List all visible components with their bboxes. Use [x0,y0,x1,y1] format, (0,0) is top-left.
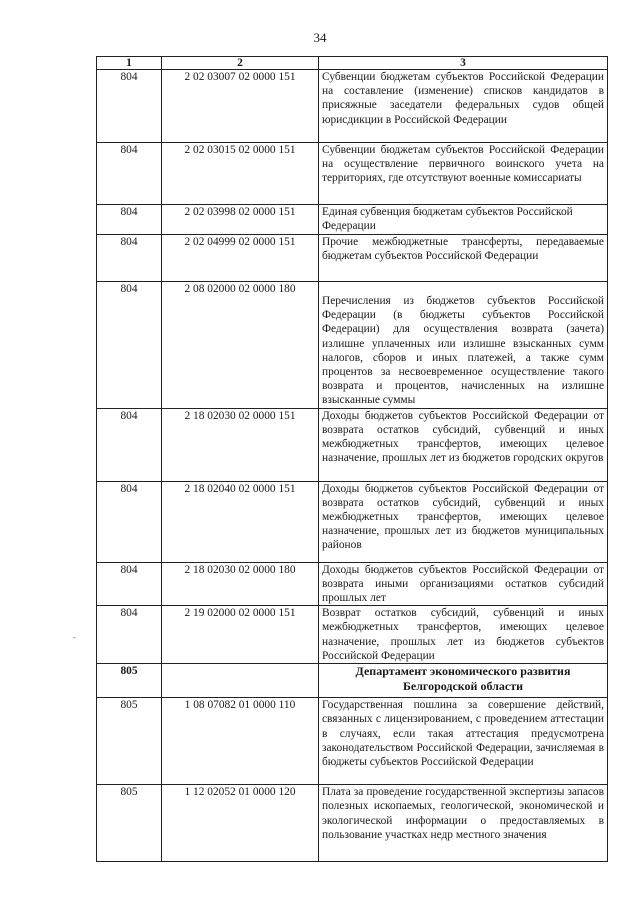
table-row [97,408,608,481]
admin-code: 805 [97,785,162,862]
admin-code: 805 [97,664,162,698]
revenue-description: Доходы бюджетов субъектов Российской Федерации от возврата остатков субсидий, субвенций и иных межбюджетных трансфертов, имеющих целевое назначение, прошлых лет из бюджетов муниципальных районов [319,481,608,562]
table-row [97,282,608,409]
table-row [97,562,608,606]
admin-code: 804 [97,481,162,562]
admin-code: 804 [97,606,162,664]
revenue-description: Единая субвенция бюджетам субъектов Российской Федерации [319,205,608,235]
budget-classification-code: 2 19 02000 02 0000 151 [162,606,319,664]
revenue-codes-table [96,56,608,862]
table-row [97,70,608,143]
revenue-description: Субвенции бюджетам субъектов Российской Федерации на составление (изменение) списков кандидатов в присяжные заседатели федеральных судов общей юрисдикции в Российской Федерации [319,70,608,143]
budget-classification-code: 2 02 03998 02 0000 151 [162,205,319,235]
revenue-description: Доходы бюджетов субъектов Российской Федерации от возврата остатков субсидий, субвенций и иных межбюджетных трансфертов, имеющих целевое назначение, прошлых лет из бюджетов городских округов [319,408,608,481]
budget-classification-code: 2 08 02000 02 0000 180 [162,282,319,409]
budget-classification-code: 2 02 04999 02 0000 151 [162,235,319,282]
scan-mark: - [73,632,76,642]
revenue-description: Прочие межбюджетные трансферты, передаваемые бюджетам субъектов Российской Федерации [319,235,608,282]
budget-classification-code: 2 18 02040 02 0000 151 [162,481,319,562]
admin-code: 804 [97,70,162,143]
table-row [97,235,608,282]
budget-classification-code [162,664,319,698]
header-col-3: 3 [319,57,608,70]
department-row [97,664,608,698]
revenue-description: Государственная пошлина за совершение действий, связанных с лицензированием, с проведением аттестации в случаях, если такая аттестация предусмотрена законодательством Российской Федерации, зачисляемая в бюджеты субъектов Российской Федерации [319,698,608,785]
admin-code: 804 [97,282,162,409]
page-number: 34 [313,30,327,45]
budget-classification-code: 2 02 03015 02 0000 151 [162,143,319,205]
admin-code: 804 [97,562,162,606]
budget-classification-code: 1 08 07082 01 0000 110 [162,698,319,785]
header-col-2: 2 [162,57,319,70]
table-header-row [97,57,608,70]
admin-code: 804 [97,205,162,235]
table-row [97,606,608,664]
revenue-description: Доходы бюджетов субъектов Российской Федерации от возврата иными организациями остатков субсидий прошлых лет [319,562,608,606]
header-col-1: 1 [97,57,162,70]
admin-code: 804 [97,235,162,282]
budget-classification-code: 2 02 03007 02 0000 151 [162,70,319,143]
admin-code: 804 [97,408,162,481]
revenue-description: Возврат остатков субсидий, субвенций и иных межбюджетных трансфертов, имеющих целевое назначение, прошлых лет из бюджетов субъектов Российской Федерации [319,606,608,664]
revenue-description: Субвенции бюджетам субъектов Российской Федерации на осуществление первичного воинского учета на территориях, где отсутствуют военные комиссариаты [319,143,608,205]
budget-classification-code: 2 18 02030 02 0000 180 [162,562,319,606]
table-row [97,698,608,785]
department-title: Департамент экономического развития Белгородской области [319,664,608,698]
table-row [97,143,608,205]
revenue-description: Перечисления из бюджетов субъектов Российской Федерации (в бюджеты субъектов Российской Федерации) для осуществления возврата (зачета) излишне уплаченных или излишне взысканных сумм налогов, сборов и иных платежей, а также сумм процентов за несвоевременное осуществление такого возврата и процентов, начисленных на излишне взысканные суммы [319,282,608,409]
admin-code: 805 [97,698,162,785]
budget-classification-code: 1 12 02052 01 0000 120 [162,785,319,862]
table-row [97,481,608,562]
revenue-description: Плата за проведение государственной экспертизы запасов полезных ископаемых, геологической, экономической и экологической информации о предоставляемых в пользование участках недр местного значения [319,785,608,862]
table-row [97,205,608,235]
table-row [97,785,608,862]
budget-classification-code: 2 18 02030 02 0000 151 [162,408,319,481]
admin-code: 804 [97,143,162,205]
